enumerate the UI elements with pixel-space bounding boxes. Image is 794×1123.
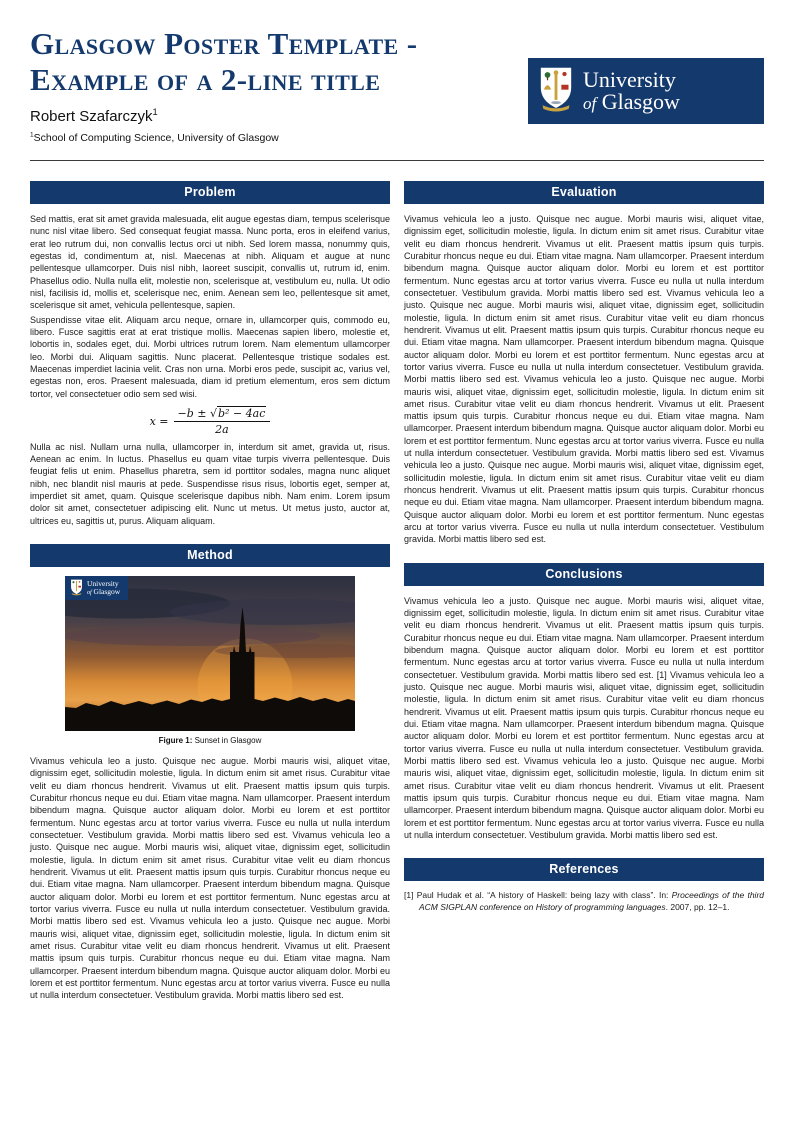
section-method [30,544,390,1002]
author-affiliation-mark: 1 [152,106,158,117]
affiliation-mark: 1 [30,131,34,139]
sunset-photo [65,576,355,731]
left-column [30,181,390,1019]
photo-logo-overlay [65,576,128,600]
logo-word-of: of [583,94,597,113]
logo-word-glasgow: Glasgow [93,586,121,596]
university-crest-icon [70,579,83,597]
conclusions-text-before-citation: Vivamus vehicula leo a justo. Quisque nec augue. Morbi mauris wisi, aliquet vitae, dignissim eget, sollicitudin molestie, ligula. In dictum enim sit amet risus. Curabitur vitae velit eu diam rhoncus hendrerit. Vivamus ut elit. Praesent mattis ipsum quis turpis. Curabitur rhoncus neque eu dui. Etiam vitae magna. Nam ullamcorper. Praesent interdum bibendum magna. Quisque auctor aliquam dolor. Morbi eu lorem et est porttitor fermentum. Nunc egestas arcu at tortor varius viverra. Fusce eu nulla ut nulla interdum consectetuer. Vestibulum gravida. Morbi mattis libero sed est. [404,595,764,680]
section-header-conclusions [404,563,764,586]
affiliation-line [30,132,764,144]
method-body: Vivamus vehicula leo a justo. Quisque nec augue. Morbi mauris wisi, aliquet vitae, dignissim eget, sollicitudin molestie, ligula. In dictum enim sit amet risus. Curabitur vitae velit eu diam rhoncus hendrerit. Vivamus ut elit. Praesent mattis ipsum quis turpis. Curabitur rhoncus neque eu dui. Etiam vitae magna. Nam ullamcorper. Praesent interdum bibendum magna. Quisque auctor aliquam dolor. Morbi eu lorem et est porttitor fermentum. Nunc egestas arcu at tortor varius viverra. Fusce eu nulla ut nulla interdum consectetuer. Vestibulum gravida. Morbi mattis libero sed est. Vivamus vehicula leo a justo. Quisque nec augue. Morbi mauris wisi, aliquet vitae, dignissim eget, sollicitudin molestie, ligula. In dictum enim sit amet risus. Curabitur vitae velit eu diam rhoncus hendrerit. Vivamus ut elit. Praesent mattis ipsum quis turpis. Curabitur rhoncus neque eu dui. Etiam vitae magna. Nam ullamcorper. Praesent interdum bibendum magna. Quisque auctor aliquam dolor. Morbi eu lorem et est porttitor fermentum. Nunc egestas arcu at tortor varius viverra. Fusce eu nulla ut nulla interdum consectetuer. Vestibulum gravida. Morbi mattis libero sed est. Vivamus vehicula leo a justo. Quisque nec augue. Morbi mauris wisi, aliquet vitae, dignissim eget, sollicitudin molestie, ligula. In dictum enim sit amet risus. Curabitur vitae velit eu diam rhoncus hendrerit. Vivamus ut elit. Praesent mattis ipsum quis turpis. Curabitur rhoncus neque eu dui. Etiam vitae magna. Nam ullamcorper. Praesent interdum bibendum magna. Quisque auctor aliquam dolor. Morbi eu lorem et est porttitor fermentum. Nunc egestas arcu at tortor varius viverra. Fusce eu nulla ut nulla interdum consectetuer. Vestibulum gravida. Morbi mattis libero sed est. [30,756,390,1001]
poster-title [30,26,510,98]
conclusions-text-after-citation: Vivamus vehicula leo a justo. Quisque nec augue. Morbi mauris wisi, aliquet vitae, dignissim eget, sollicitudin molestie, ligula. In dictum enim sit amet risus. Curabitur vitae velit eu diam rhoncus hendrerit. Vivamus ut elit. Praesent mattis ipsum quis turpis. Curabitur rhoncus neque eu dui. Etiam vitae magna. Nam ullamcorper. Praesent interdum bibendum magna. Quisque auctor aliquam dolor. Morbi eu lorem et est porttitor fermentum. Nunc egestas arcu at tortor varius viverra. Fusce eu nulla ut nulla interdum consectetuer. Vestibulum gravida. Morbi mattis libero sed est. Vivamus vehicula leo a justo. Quisque nec augue. Morbi mauris wisi, aliquet vitae, dignissim eget, sollicitudin molestie, ligula. In dictum enim sit amet risus. Curabitur vitae velit eu diam rhoncus hendrerit. Vivamus ut elit. Praesent mattis ipsum quis turpis. Curabitur rhoncus neque eu dui. Etiam vitae magna. Nam ullamcorper. Praesent interdum bibendum magna. Quisque auctor aliquam dolor. Morbi eu lorem et est porttitor fermentum. Nunc egestas arcu at tortor varius viverra. Fusce eu nulla ut nulla interdum consectetuer. Vestibulum gravida. Morbi mattis libero sed est. [404,669,764,840]
cloud [65,626,320,646]
problem-paragraph-2: Suspendisse vitae elit. Aliquam arcu neque, ornare in, ullamcorper quis, commodo eu, libero. Fusce sagittis erat at erat tristique mollis. Maecenas sapien libero, molestie et, lobortis in, sodales eget, dui. Morbi ultrices rutrum lorem. Nam elementum ullamcorper leo. Morbi dui. Aliquam sagittis. Nunc placerat. Pellentesque tristique sodales est. Maecenas imperdiet lacinia velit. Cras non urna. Morbi eros pede, suscipit ac, varius vel, egestas non, eros. Praesent malesuada, diam id pretium elementum, eros sem dictum tortor, vel consectetuer odio sem sed wisi. [30,314,390,399]
formula-numerator-prefix: −b ± [177,406,207,420]
section-evaluation [404,181,764,546]
university-logo [528,58,764,124]
poster-title-line2: Example of a 2-line title [30,61,381,97]
section-header-method [30,544,390,567]
formula-denominator: 2a [215,422,229,436]
author-name: Robert Szafarczyk [30,107,153,125]
section-title: Problem [184,184,236,199]
figure-1 [30,576,390,745]
reference-venue: Proceedings of the third ACM SIGPLAN conference on History of programming languages [419,890,764,913]
formula-lhs: x = [149,414,169,428]
sqrt-sign: √ [210,406,218,420]
section-header-evaluation [404,181,764,204]
logo-wordmark [87,580,120,596]
university-crest-icon [538,66,574,116]
section-title: Method [187,548,233,563]
section-title: Evaluation [551,184,617,199]
problem-paragraph-3: Nulla ac nisl. Nullam urna nulla, ullamcorper in, interdum sit amet, gravida ut, risus. Aenean ac enim. In luctus. Phasellus eu quam vitae turpis viverra pellentesque. Duis feugiat felis ut enim. Phasellus pharetra, sem id porttitor sodales, magna nunc aliquet nibh, nec blandit nisl mauris at pede. Suspendisse risus risus, lobortis eget, semper at, imperdiet sit amet, quam. Quisque scelerisque dapibus nibh. Nam enim. Lorem ipsum dolor sit amet, consectetuer adipiscing elit. Nunc ut metus. Ut metus justo, auctor at, ultrices eu, sagittis ut, purus. Aliquam aliquam. [30,441,390,526]
section-conclusions [404,563,764,842]
evaluation-body: Vivamus vehicula leo a justo. Quisque nec augue. Morbi mauris wisi, aliquet vitae, dignissim eget, sollicitudin molestie, ligula. In dictum enim sit amet risus. Curabitur vitae velit eu diam rhoncus hendrerit. Vivamus ut elit. Praesent mattis ipsum quis turpis. Curabitur rhoncus neque eu dui. Etiam vitae magna. Nam ullamcorper. Praesent interdum bibendum magna. Quisque auctor aliquam dolor. Morbi eu lorem et est porttitor fermentum. Nunc egestas arcu at tortor varius viverra. Fusce eu nulla ut nulla interdum consectetuer. Vestibulum gravida. Morbi mattis libero sed est. Vivamus vehicula leo a justo. Quisque nec augue. Morbi mauris wisi, aliquet vitae, dignissim eget, sollicitudin molestie, ligula. In dictum enim sit amet risus. Curabitur vitae velit eu diam rhoncus hendrerit. Vivamus ut elit. Praesent mattis ipsum quis turpis. Curabitur rhoncus neque eu dui. Etiam vitae magna. Nam ullamcorper. Praesent interdum bibendum magna. Quisque auctor aliquam dolor. Morbi eu lorem et est porttitor fermentum. Nunc egestas arcu at tortor varius viverra. Fusce eu nulla ut nulla interdum consectetuer. Vestibulum gravida. Morbi mattis libero sed est. Vivamus vehicula leo a justo. Quisque nec augue. Morbi mauris wisi, aliquet vitae, dignissim eget, sollicitudin molestie, ligula. In dictum enim sit amet risus. Curabitur vitae velit eu diam rhoncus hendrerit. Vivamus ut elit. Praesent mattis ipsum quis turpis. Curabitur rhoncus neque eu dui. Etiam vitae magna. Nam ullamcorper. Praesent interdum bibendum magna. Quisque auctor aliquam dolor. Morbi eu lorem et est porttitor fermentum. Nunc egestas arcu at tortor varius viverra. Fusce eu nulla ut nulla interdum consectetuer. Vestibulum gravida. Morbi mattis libero sed est. Vivamus vehicula leo a justo. Quisque nec augue. Morbi mauris wisi, aliquet vitae, dignissim eget, sollicitudin molestie, ligula. In dictum enim sit amet risus. Curabitur vitae velit eu diam rhoncus hendrerit. Vivamus ut elit. Praesent mattis ipsum quis turpis. Curabitur rhoncus neque eu dui. Etiam vitae magna. Nam ullamcorper. Praesent interdum bibendum magna. Quisque auctor aliquam dolor. Morbi eu lorem et est porttitor fermentum. Nunc egestas arcu at tortor varius viverra. Fusce eu nulla ut nulla interdum consectetuer. Vestibulum gravida. Morbi mattis libero sed est. [404,213,764,545]
formula-radicand: b² − 4ac [218,406,266,420]
figure-caption-label: Figure 1: [158,736,193,746]
logo-word-glasgow: Glasgow [601,89,680,114]
section-problem [30,181,390,527]
quadratic-formula [30,407,390,436]
poster-columns [0,161,794,1019]
section-title: Conclusions [545,566,623,581]
reference-label: [1] [404,890,414,901]
reference-text: Paul Hudak et al. “A history of Haskell: being lazy with class”. In: [416,890,672,901]
section-header-references [404,858,764,881]
affiliation-text: School of Computing Science, University of Glasgow [33,131,279,144]
section-title: References [549,862,619,877]
figure-caption [30,736,390,745]
figure-caption-text: Sunset in Glasgow [194,736,262,746]
formula-numerator [174,407,271,422]
reference-tail: . 2007, pp. 12–1. [665,902,730,913]
poster-header [0,0,794,144]
logo-word-university: University [583,66,676,92]
formula-fraction [174,407,271,436]
logo-word-of: of [87,589,92,596]
logo-word-of-glasgow [87,588,120,596]
poster-title-line1: Glasgow Poster Template - [30,26,418,61]
citation-marker: [1] [656,669,667,680]
logo-word-of-glasgow [583,91,680,113]
reference-item-1 [404,890,764,914]
logo-word-university: University [87,579,119,589]
section-header-problem [30,181,390,204]
logo-wordmark [583,66,680,114]
section-references [404,858,764,914]
right-column [404,181,764,931]
conclusions-body [404,595,764,842]
problem-paragraph-1: Sed mattis, erat sit amet gravida malesuada, elit augue egestas diam, tempus scelerisque nunc nisl vitae libero. Sed consequat feugiat massa. Nunc porta, eros in eleifend varius, erat leo rutrum dui, non convallis lectus orci ut nibh. Sed lorem massa, nonummy quis, egestas id, condimentum at, nisl. Maecenas at nibh. Aliquam et augue at nunc pellentesque ullamcorper. Duis nisl nibh, laoreet suscipit, convallis ut, rutrum id, enim. Phasellus odio. Nulla nulla elit, molestie non, scelerisque at, vestibulum eu, nulla. Ut odio nisl, facilisis id, mollis et, scelerisque nec, enim. Aenean sem leo, pellentesque sit amet, scelerisque sit amet, vehicula pellentesque, sapien. [30,213,390,311]
